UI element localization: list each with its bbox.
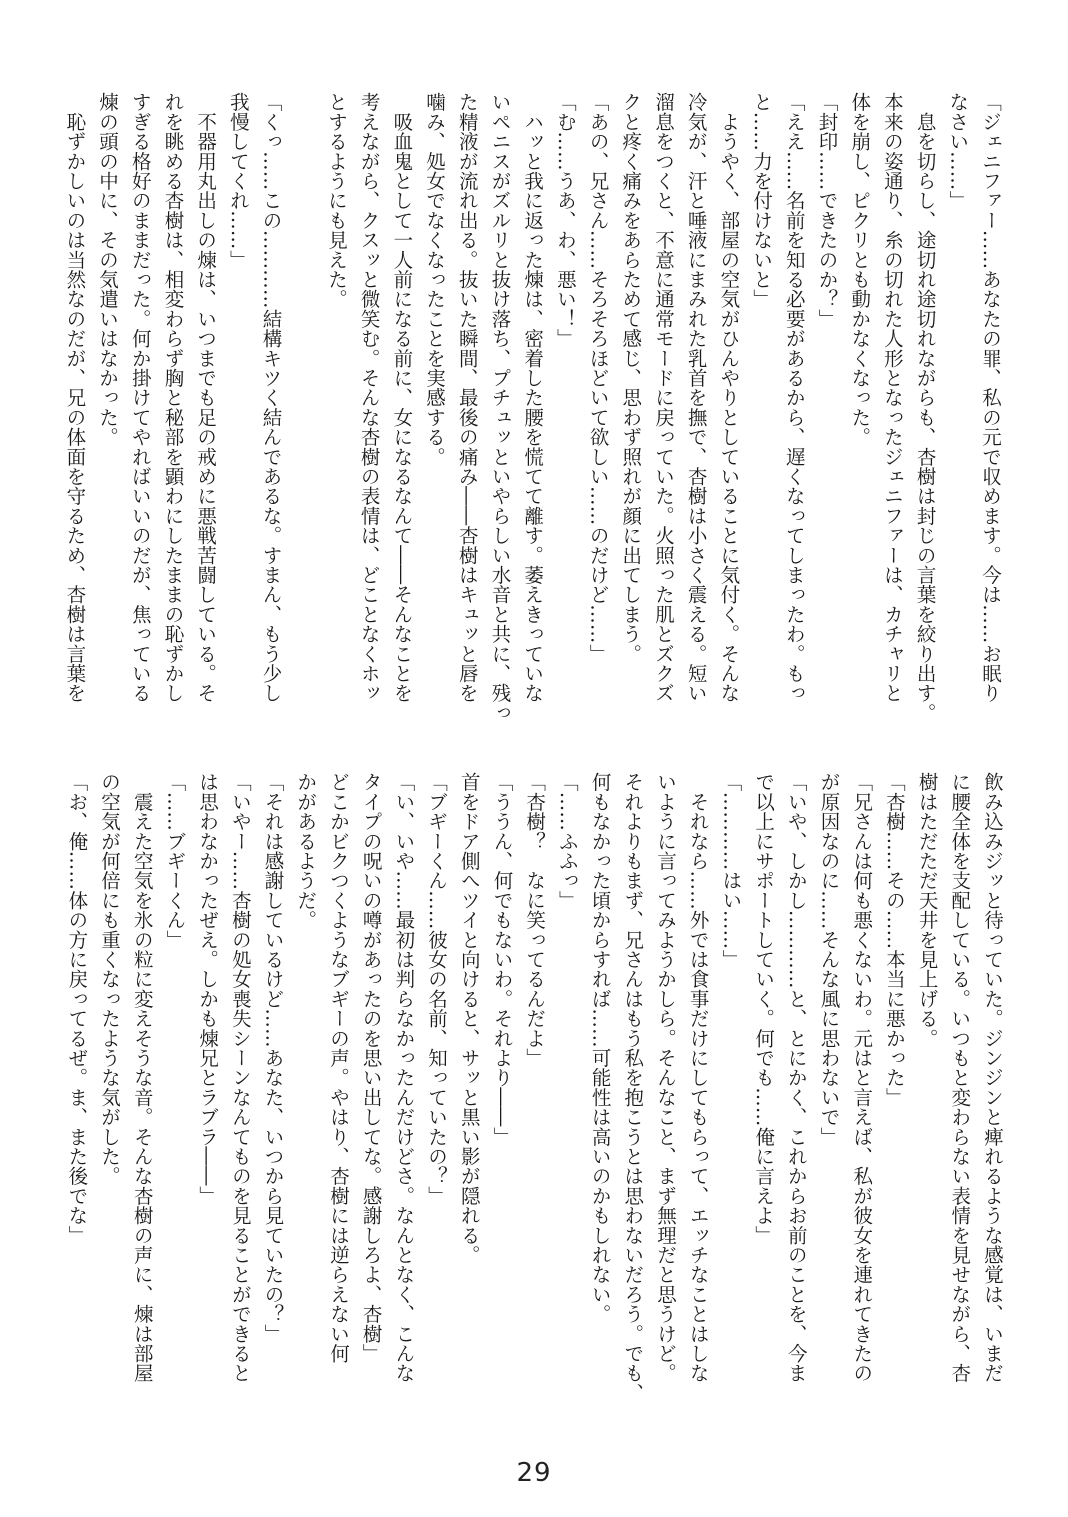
- text-line: が原因なのに……そんな風に思わないで」: [817, 772, 841, 1147]
- text-line: それよりもまず、兄さんはもう私を抱こうとは思わないだろう。でも、: [621, 772, 645, 1403]
- section-break: [287, 92, 320, 717]
- text-line: 「杏樹？ なに笑ってるんだよ」: [523, 772, 547, 1068]
- text-line: 「ブギーくん……彼女の名前、知っていたの？」: [425, 772, 449, 1206]
- text-line: の空気が何倍にも重くなったような気がした。: [98, 772, 122, 1186]
- text-line: 「ううん、何でもないわ。それより――」: [490, 772, 514, 1147]
- text-line: 不器用丸出しの煉は、いつまでも足の戒めに悪戦苦闘している。そ: [194, 92, 218, 703]
- text-line: いように言ってみようかしら。そんなこと、まず無理だと思うけど。: [653, 772, 677, 1383]
- text-line: に腰全体を支配している。いつもと変わらない表情を見せながら、杏: [948, 772, 972, 1383]
- bottom-text-block: [60, 772, 1008, 1422]
- text-line: 体を崩し、ピクリとも動かなくなった。: [848, 92, 872, 447]
- text-line: 「い、いや……最初は判らなかったんだけどさ。なんとなく、こんな: [392, 772, 416, 1383]
- text-line: 冷気が、汗と唾液にまみれた乳首を撫で、杏樹は小さく震える。短い: [684, 92, 708, 703]
- text-line: ようやく、部屋の空気がひんやりとしていることに気付く。そんな: [717, 92, 741, 703]
- text-line: で以上にサポートしていく。何でも……俺に言えよ」: [752, 772, 776, 1245]
- text-line: 震えた空気を氷の粒に変えそうな音。そんな杏樹の声に、煉は部屋: [130, 772, 154, 1383]
- text-line: 「あの、兄さん……そろそろほどいて欲しい……のだけど……」: [586, 92, 610, 664]
- top-text-block: [58, 92, 1006, 723]
- text-line: なさい……」: [946, 92, 970, 211]
- text-line: 吸血鬼として一人前になる前に、女になるなんて――そんなことを: [390, 92, 414, 703]
- text-line: 「お、俺……体の方に戻ってるぜ。ま、また後でな」: [65, 772, 89, 1245]
- text-line: 「……ブギーくん」: [163, 772, 187, 950]
- text-line: 「…………はい……」: [719, 772, 743, 969]
- text-line: 「いやー……杏樹の処女喪失シーンなんてものを見ることができると: [228, 772, 252, 1383]
- text-line: タイプの呪いの噂があったのを思い出してな。感謝しろよ、杏樹」: [359, 772, 383, 1363]
- text-line: 我慢してくれ……」: [226, 92, 250, 270]
- text-line: 「……ふふっ」: [555, 772, 579, 910]
- text-line: 考えながら、クスッと微笑む。そんな杏樹の表情は、どことなくホッ: [357, 92, 381, 703]
- text-line: 息を切らし、途切れ途切れながらも、杏樹は封じの言葉を絞り出す。: [913, 92, 937, 723]
- text-line: 首をドア側へツイと向けると、サッと黒い影が隠れる。: [457, 772, 481, 1265]
- text-line: 樹はただただ天井を見上げる。: [915, 772, 939, 1048]
- text-line: は思わなかったぜえ。しかも煉兄とラブラ――」: [196, 772, 220, 1206]
- text-line: 恥ずかしいのは当然なのだが、兄の体面を守るため、杏樹は言葉を: [63, 92, 87, 703]
- text-line: 「ええ……名前を知る必要があるから、遅くなってしまったわ。もっ: [782, 92, 806, 703]
- text-line: 「む……うあ、わ、悪い！」: [553, 92, 577, 349]
- text-line: 煉の頭の中に、その気遣いはなかった。: [96, 92, 120, 447]
- text-line: 「ジェニファー……あなたの罪、私の元で収めます。今は……お眠り: [979, 92, 1002, 703]
- text-line: 「杏樹……その……本当に悪かった」: [882, 772, 906, 1107]
- text-line: どこかビクつくようなブギーの声。やはり、杏樹には逆らえない何: [326, 772, 350, 1363]
- text-line: 飲み込みジッと待っていた。ジンジンと痺れるような感覚は、いまだ: [981, 772, 1004, 1383]
- text-line: 「兄さんは何も悪くないわ。元はと言えば、私が彼女を連れてきたの: [850, 772, 874, 1383]
- text-line: ハッと我に返った煉は、密着した腰を慌てて離す。萎えきっていな: [521, 92, 545, 703]
- text-line: た精液が流れ出る。抜いた瞬間、最後の痛み――杏樹はキュッと唇を: [455, 92, 479, 703]
- text-line: 溜息をつくと、不意に通常モードに戻っていた。火照った肌とズクズ: [651, 92, 675, 703]
- text-line: 「封印……できたのか？」: [815, 92, 839, 329]
- text-line: れを眺める杏樹は、相変わらず胸と秘部を顕わにしたままの恥ずかし: [161, 92, 185, 703]
- text-line: すぎる格好のままだった。何か掛けてやればいいのだが、焦っている: [128, 92, 152, 703]
- text-line: 「くっ……この…………結構キツく結んであるな。すまん、もう少し: [259, 92, 283, 703]
- text-line: とするようにも見えた。: [324, 92, 348, 309]
- text-line: いペニスがズルリと抜け落ち、プチュッといやらしい水音と共に、残っ: [488, 92, 512, 723]
- text-line: 何もなかった頃からすれば……可能性は高いのかもしれない。: [588, 772, 612, 1324]
- text-line: 本来の姿通り、糸の切れた人形となったジェニファーは、カチャリと: [880, 92, 904, 703]
- text-line: 「それは感謝しているけど……あなた、いつから見ていたの？」: [261, 772, 285, 1344]
- text-line: と……力を付けないと」: [750, 92, 774, 309]
- text-line: かがあるようだ。: [294, 772, 318, 930]
- text-line: それなら……外では食事だけにしてもらって、エッチなことはしな: [686, 772, 710, 1383]
- text-line: 「いや、しかし…………と、とにかく、これからお前のことを、今ま: [784, 772, 808, 1383]
- text-line: 噛み、処女でなくなったことを実感する。: [423, 92, 447, 467]
- text-line: クと疼く痛みをあらためて感じ、思わず照れが顔に出てしまう。: [619, 92, 643, 664]
- page-number: 29: [516, 1458, 552, 1488]
